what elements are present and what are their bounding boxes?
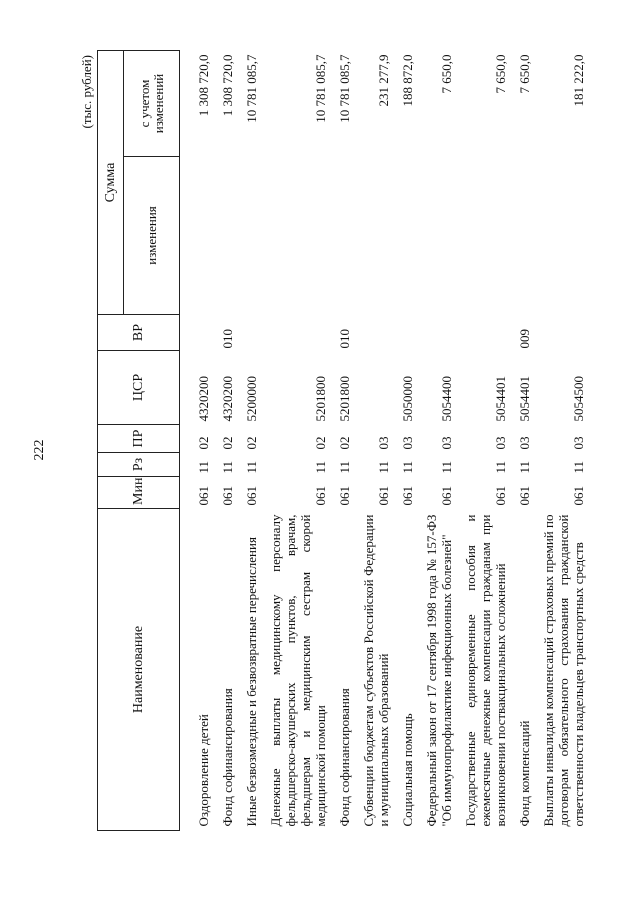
cell-changes <box>218 157 242 315</box>
cell-pr: 03 <box>400 436 415 450</box>
cell-rz: 11 <box>400 460 415 474</box>
cell-pr: 02 <box>313 436 328 450</box>
cell-name: Фонд софинансирования <box>337 688 352 827</box>
cell-pr: 03 <box>571 436 586 450</box>
cell-vr <box>461 315 515 351</box>
cell-name: Фонд компенсаций <box>517 720 532 827</box>
cell-pr: 03 <box>376 436 391 450</box>
table-row <box>180 51 219 831</box>
cell-with-changes: 231 277,9 <box>376 54 391 107</box>
header-sum: Сумма <box>98 51 124 315</box>
cell-csr: 5054401 <box>517 376 532 422</box>
cell-pr: 02 <box>337 436 352 450</box>
header-vr: ВР <box>98 315 180 351</box>
cell-pr: 03 <box>493 436 508 450</box>
cell-rz: 11 <box>493 460 508 474</box>
cell-with-changes: 1 308 720,0 <box>220 54 235 117</box>
cell-min: 061 <box>376 486 391 506</box>
cell-rz: 11 <box>196 460 211 474</box>
table-row <box>359 51 398 831</box>
cell-name: Денежные выплаты медицинскому персоналу фельдшерско-акушерских пунктов, врачам, фельдшерам и медицинским сестрам скорой медицинской помощи <box>268 514 328 827</box>
cell-changes <box>515 157 539 315</box>
cell-with-changes: 181 222,0 <box>571 54 586 107</box>
cell-vr <box>359 315 398 351</box>
header-pr: ПР <box>98 425 180 453</box>
table-row <box>242 51 266 831</box>
units-note: (тыс. рублей) <box>79 55 94 129</box>
cell-name: Субвенции бюджетам субъектов Российской Федерации и муниципальных образований <box>361 514 391 827</box>
cell-vr <box>242 315 266 351</box>
cell-min: 061 <box>517 486 532 506</box>
header-with-changes: с учетом изменений <box>124 51 180 157</box>
header-rz: Рз <box>98 453 180 477</box>
cell-rz: 11 <box>313 460 328 474</box>
cell-changes <box>335 157 359 315</box>
page-number: 222 <box>32 439 47 461</box>
cell-min: 061 <box>196 486 211 506</box>
cell-vr: 010 <box>220 329 235 349</box>
table-body <box>180 51 594 831</box>
header-changes: изменения <box>124 157 180 315</box>
cell-changes <box>461 157 515 315</box>
header-csr: ЦСР <box>98 351 180 425</box>
rotated-page-content <box>79 51 586 831</box>
cell-vr <box>398 315 422 351</box>
cell-with-changes: 188 872,0 <box>400 54 415 107</box>
cell-name: Выплаты инвалидам компенсаций страховых премий по договорам обязательного страхования гражданской ответственности владельцев транспортных средств <box>541 514 586 827</box>
cell-pr: 02 <box>244 436 259 450</box>
cell-rz: 11 <box>571 460 586 474</box>
cell-min: 061 <box>313 486 328 506</box>
cell-csr: 5054401 <box>493 376 508 422</box>
cell-vr <box>539 315 593 351</box>
cell-with-changes: 7 650,0 <box>439 54 454 94</box>
cell-csr: 5054400 <box>439 376 454 422</box>
cell-rz: 11 <box>376 460 391 474</box>
cell-with-changes: 10 781 085,7 <box>313 54 328 123</box>
cell-name: Социальная помощь <box>400 713 415 827</box>
cell-changes <box>539 157 593 315</box>
table-row <box>461 51 515 831</box>
header-min: Мин <box>98 477 180 509</box>
cell-with-changes: 10 781 085,7 <box>337 54 352 123</box>
cell-csr: 5050000 <box>400 376 415 422</box>
cell-vr <box>180 315 219 351</box>
table-row <box>515 51 539 831</box>
table-header <box>98 51 180 831</box>
cell-vr <box>422 315 461 351</box>
cell-csr: 5054500 <box>571 376 586 422</box>
cell-changes <box>266 157 335 315</box>
table-row <box>218 51 242 831</box>
cell-changes <box>398 157 422 315</box>
cell-min: 061 <box>220 486 235 506</box>
cell-csr: 4320200 <box>196 376 211 422</box>
cell-rz: 11 <box>439 460 454 474</box>
cell-vr: 010 <box>337 329 352 349</box>
cell-pr: 02 <box>220 436 235 450</box>
table-row <box>422 51 461 831</box>
cell-name: Федеральный закон от 17 сентября 1998 года № 157-ФЗ "Об иммунопрофилактике инфекционных болезней" <box>424 514 454 827</box>
cell-min: 061 <box>571 486 586 506</box>
table-row <box>266 51 335 831</box>
cell-rz: 11 <box>337 460 352 474</box>
cell-pr: 03 <box>517 436 532 450</box>
cell-with-changes: 10 781 085,7 <box>244 54 259 123</box>
header-name: Наименование <box>98 509 180 831</box>
cell-changes <box>242 157 266 315</box>
cell-changes <box>422 157 461 315</box>
cell-name: Государственные единовременные пособия и ежемесячные денежные компенсации гражданам при возникновении поствакцинальных осложнений <box>463 514 508 827</box>
table-row <box>335 51 359 831</box>
cell-csr: 5200000 <box>244 376 259 422</box>
cell-changes <box>180 157 219 315</box>
budget-table <box>97 50 593 831</box>
cell-csr: 4320200 <box>220 376 235 422</box>
cell-min: 061 <box>400 486 415 506</box>
cell-rz: 11 <box>517 460 532 474</box>
cell-min: 061 <box>493 486 508 506</box>
cell-with-changes: 7 650,0 <box>517 54 532 94</box>
cell-rz: 11 <box>220 460 235 474</box>
cell-changes <box>359 157 398 315</box>
cell-min: 061 <box>244 486 259 506</box>
cell-vr: 009 <box>517 329 532 349</box>
cell-pr: 02 <box>196 436 211 450</box>
cell-name: Иные безвозмездные и безвозвратные перечисления <box>244 537 259 827</box>
cell-csr: 5201800 <box>337 376 352 422</box>
cell-pr: 03 <box>439 436 454 450</box>
cell-vr <box>266 315 335 351</box>
cell-csr <box>359 351 398 425</box>
cell-name: Оздоровление детей <box>196 714 211 827</box>
cell-name: Фонд софинансирования <box>220 688 235 827</box>
cell-rz: 11 <box>244 460 259 474</box>
table-row <box>539 51 593 831</box>
cell-min: 061 <box>439 486 454 506</box>
cell-csr: 5201800 <box>313 376 328 422</box>
table-row <box>398 51 422 831</box>
cell-min: 061 <box>337 486 352 506</box>
cell-with-changes: 1 308 720,0 <box>196 54 211 117</box>
cell-with-changes: 7 650,0 <box>493 54 508 94</box>
